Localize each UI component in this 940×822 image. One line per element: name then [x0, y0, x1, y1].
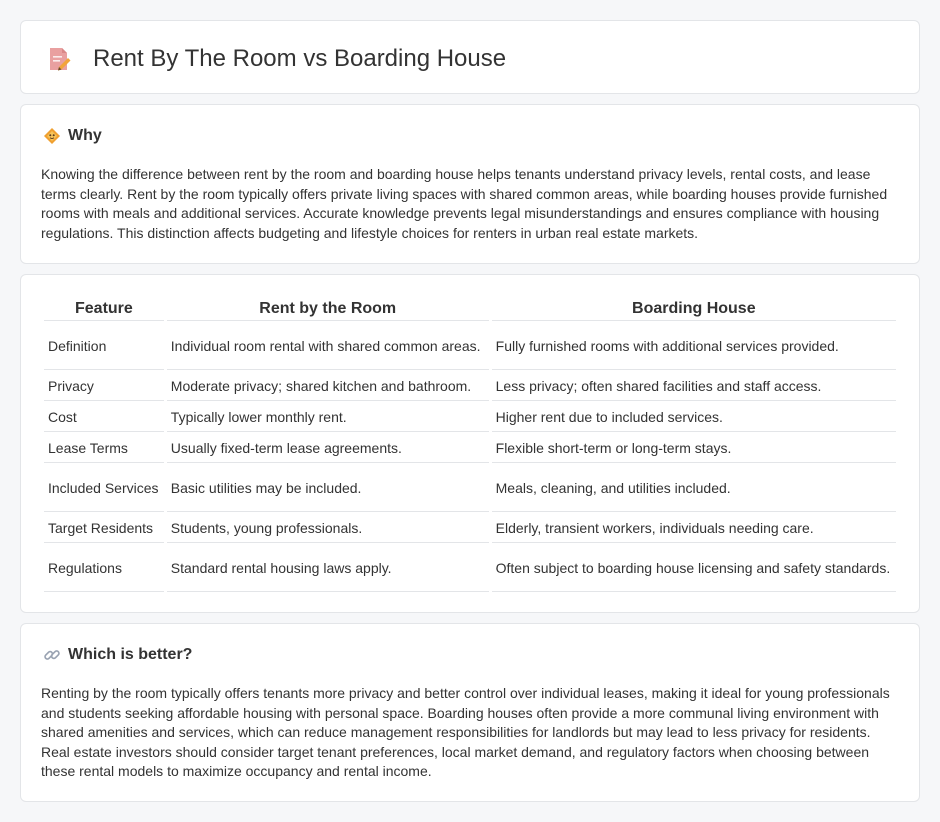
- better-heading: [43, 646, 192, 664]
- why-title: Why: [68, 127, 102, 144]
- feature-cell: Definition: [44, 323, 164, 370]
- document-edit-icon: [47, 46, 71, 72]
- feature-cell: Lease Terms: [44, 434, 164, 463]
- feature-cell: Regulations: [44, 545, 164, 592]
- table-row: [44, 514, 896, 543]
- table-row: [44, 323, 896, 370]
- rent-by-room-cell: Moderate privacy; shared kitchen and bathroom.: [167, 372, 489, 401]
- rent-by-room-cell: Typically lower monthly rent.: [167, 403, 489, 432]
- title-card: [20, 20, 920, 94]
- boarding-house-cell: Less privacy; often shared facilities and staff access.: [492, 372, 896, 401]
- boarding-house-cell: Fully furnished rooms with additional services provided.: [492, 323, 896, 370]
- why-heading: [43, 127, 102, 145]
- better-title: Which is better?: [68, 646, 193, 663]
- column-header-rent-by-room: Rent by the Room: [167, 297, 489, 321]
- feature-cell: Target Residents: [44, 514, 164, 543]
- boarding-house-cell: Often subject to boarding house licensing and safety standards.: [492, 545, 896, 592]
- feature-cell: Included Services: [44, 465, 164, 512]
- table-header-row: [44, 297, 896, 321]
- comparison-card: [20, 274, 920, 613]
- feature-cell: Cost: [44, 403, 164, 432]
- rent-by-room-cell: Students, young professionals.: [167, 514, 489, 543]
- boarding-house-cell: Elderly, transient workers, individuals needing care.: [492, 514, 896, 543]
- better-body: Renting by the room typically offers tenants more privacy and better control over individual leases, making it ideal for young professionals and students seeking affordable housing with personal space. Boarding houses often provide a more communal living environment with shared amenities and services, which can reduce management responsibilities for landlords but may lead to less privacy for residents. Real estate investors should consider target tenant preferences, local market demand, and regulatory factors when choosing between these rental models to maximize occupancy and rental income.: [41, 685, 890, 780]
- feature-cell: Privacy: [44, 372, 164, 401]
- table-row: [44, 545, 896, 592]
- title-row: [47, 45, 506, 73]
- which-is-better-card: [20, 623, 920, 802]
- table-row: [44, 434, 896, 463]
- boarding-house-cell: Meals, cleaning, and utilities included.: [492, 465, 896, 512]
- rent-by-room-cell: Usually fixed-term lease agreements.: [167, 434, 489, 463]
- boarding-house-cell: Higher rent due to included services.: [492, 403, 896, 432]
- comparison-table: [41, 295, 899, 594]
- why-card: [20, 104, 920, 264]
- column-header-boarding-house: Boarding House: [492, 297, 896, 321]
- rent-by-room-cell: Basic utilities may be included.: [167, 465, 489, 512]
- why-body: Knowing the difference between rent by the room and boarding house helps tenants understand privacy levels, rental costs, and lease terms clearly. Rent by the room typically offers private living spaces with shared common areas, while boarding houses provide furnished rooms with meals and additional services. Accurate knowledge prevents legal misunderstandings and ensures compliance with housing regulations. This distinction affects budgeting and lifestyle choices for renters in urban real estate markets.: [41, 166, 888, 241]
- page-title: Rent By The Room vs Boarding House: [93, 45, 507, 72]
- diamond-warning-icon: [43, 127, 61, 145]
- table-row: [44, 465, 896, 512]
- rent-by-room-cell: Individual room rental with shared common areas.: [167, 323, 489, 370]
- table-row: [44, 372, 896, 401]
- link-icon: [43, 646, 61, 664]
- table-row: [44, 403, 896, 432]
- boarding-house-cell: Flexible short-term or long-term stays.: [492, 434, 896, 463]
- rent-by-room-cell: Standard rental housing laws apply.: [167, 545, 489, 592]
- column-header-feature: Feature: [44, 297, 164, 321]
